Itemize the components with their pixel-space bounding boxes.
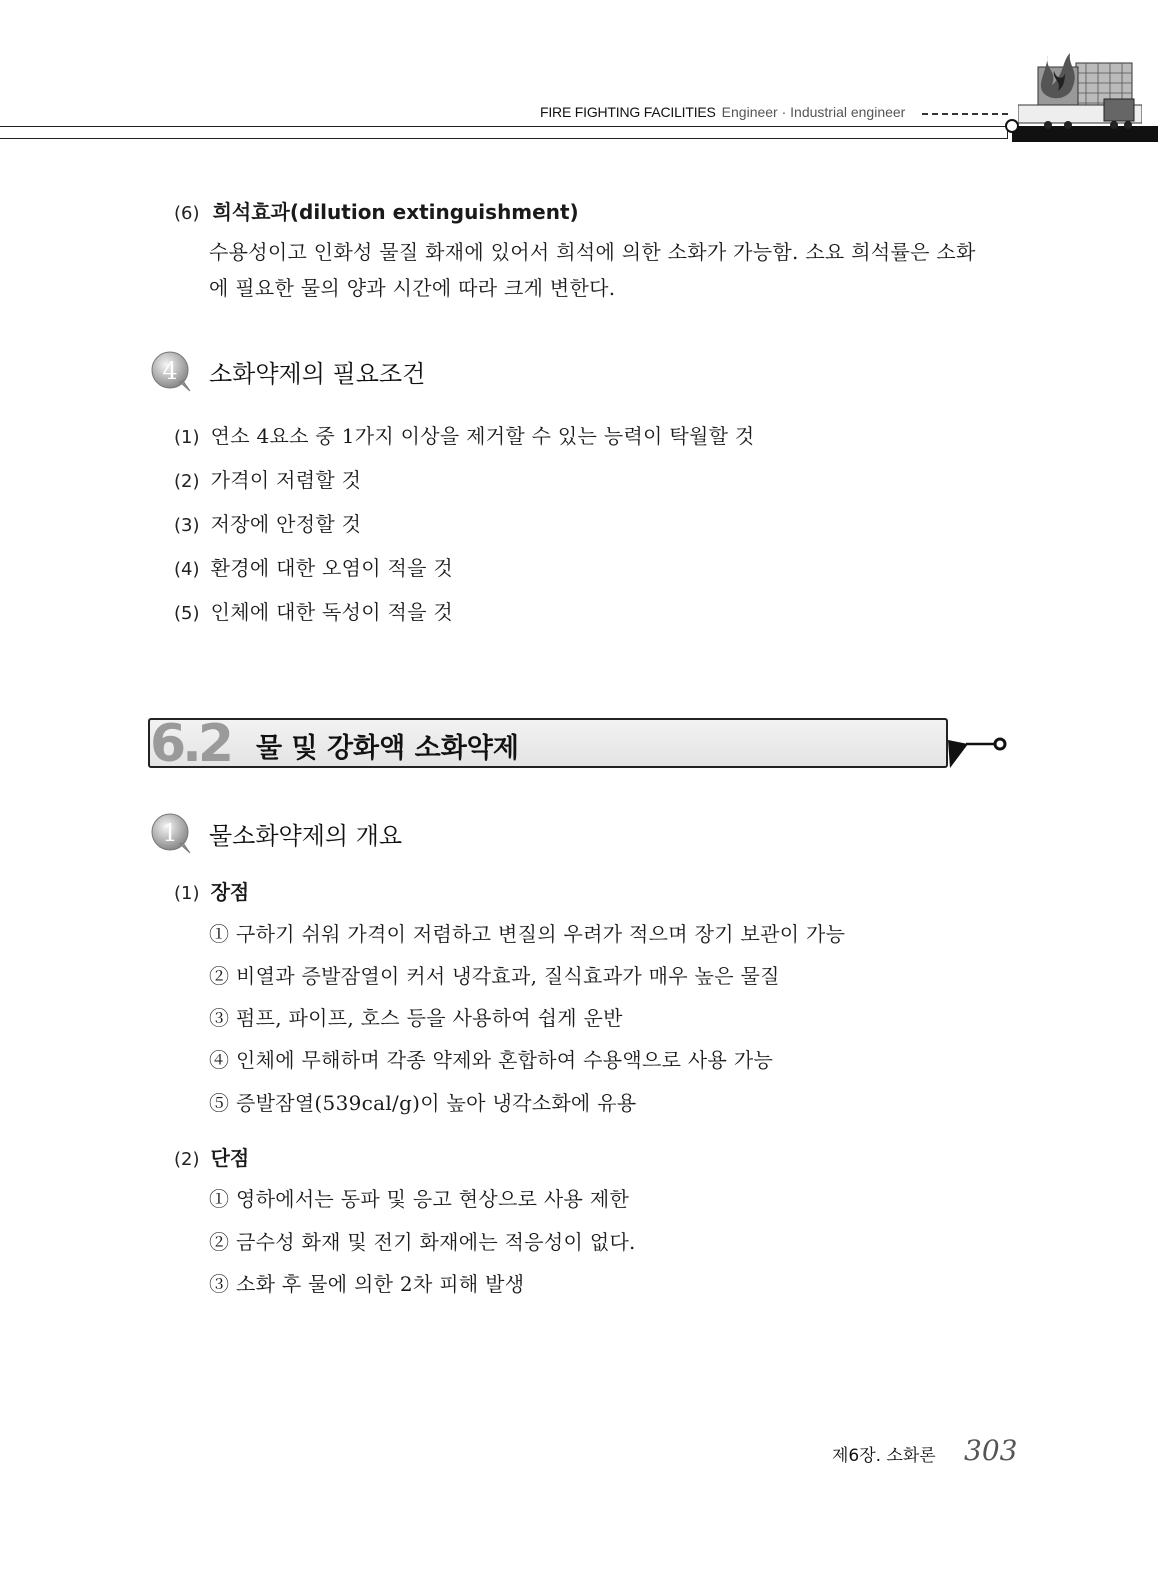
q4-item-4-number: (4) [174, 559, 200, 580]
page-number: 303 [964, 1434, 1018, 1467]
advantages-title: 장점 [210, 880, 250, 904]
advantage-item-3: ③ 펌프, 파이프, 호스 등을 사용하여 쉽게 운반 [209, 1006, 623, 1030]
advantage-item-5: ⑤ 증발잠열(539cal/g)이 높아 냉각소화에 유용 [209, 1091, 637, 1115]
q-badge-icon [150, 812, 192, 854]
disadvantages-heading [174, 1142, 249, 1171]
header-bar [0, 126, 1008, 139]
header-circle-icon [1005, 119, 1019, 133]
q4-item-1 [174, 420, 754, 449]
disadvantages-number: (2) [174, 1149, 200, 1170]
q4-item-5 [174, 596, 453, 625]
q4-item-3-number: (3) [174, 515, 200, 536]
q4-item-5-text: 인체에 대한 독성이 적을 것 [210, 600, 454, 624]
q4-item-1-text: 연소 4요소 중 1가지 이상을 제거할 수 있는 능력이 탁월할 것 [210, 424, 755, 448]
disadvantage-item-1: ① 영하에서는 동파 및 응고 현상으로 사용 제한 [209, 1187, 630, 1211]
q1-badge-number: 1 [162, 819, 178, 847]
item-6-text-line-2: 에 필요한 물의 양과 시간에 따라 크게 변한다. [209, 276, 616, 300]
q4-item-4 [174, 552, 453, 581]
q4-badge-number: 4 [162, 357, 178, 385]
q4-item-3-text: 저장에 안정할 것 [210, 512, 362, 536]
advantage-item-1: ① 구하기 쉬워 가격이 저렴하고 변질의 우려가 적으며 장기 보관이 가능 [209, 922, 846, 946]
q1-title: 물소화약제의 개요 [209, 822, 403, 850]
q4-item-2-number: (2) [174, 471, 200, 492]
section-number: 6.2 [150, 714, 231, 774]
q4-item-5-number: (5) [174, 603, 200, 624]
q4-item-2-text: 가격이 저렴할 것 [210, 468, 362, 492]
q4-title: 소화약제의 필요조건 [209, 360, 426, 388]
fire-building-icon [1018, 45, 1142, 131]
footer-chapter: 제6장. 소화론 [832, 1446, 936, 1466]
q-badge-icon [150, 350, 192, 392]
advantages-heading [174, 876, 249, 905]
item-6-number: (6) [174, 203, 200, 224]
q4-item-3 [174, 508, 361, 537]
section-connector-icon [946, 730, 1012, 770]
q4-item-1-number: (1) [174, 427, 200, 448]
q4-item-2 [174, 464, 361, 493]
header-subtitle: Engineer · Industrial engineer [721, 104, 906, 120]
running-header [540, 104, 905, 120]
section-title: 물 및 강화액 소화약제 [256, 733, 519, 764]
item-6-text-line-1: 수용성이고 인화성 물질 화재에 있어서 희석에 의한 소화가 가능함. 소요 희석률은 소화 [209, 240, 976, 264]
header-title: FIRE FIGHTING FACILITIES [540, 104, 716, 120]
advantages-number: (1) [174, 883, 200, 904]
q4-item-4-text: 환경에 대한 오염이 적을 것 [210, 556, 454, 580]
advantage-item-2: ② 비열과 증발잠열이 커서 냉각효과, 질식효과가 매우 높은 물질 [209, 964, 780, 988]
disadvantage-item-2: ② 금수성 화재 및 전기 화재에는 적응성이 없다. [209, 1230, 636, 1254]
advantage-item-4: ④ 인체에 무해하며 각종 약제와 혼합하여 수용액으로 사용 가능 [209, 1048, 774, 1072]
item-6-heading [174, 196, 579, 225]
disadvantage-item-3: ③ 소화 후 물에 의한 2차 피해 발생 [209, 1272, 525, 1296]
disadvantages-title: 단점 [210, 1146, 250, 1170]
item-6-title: 희석효과(dilution extinguishment) [212, 200, 579, 224]
header-dash-line [922, 113, 1008, 115]
